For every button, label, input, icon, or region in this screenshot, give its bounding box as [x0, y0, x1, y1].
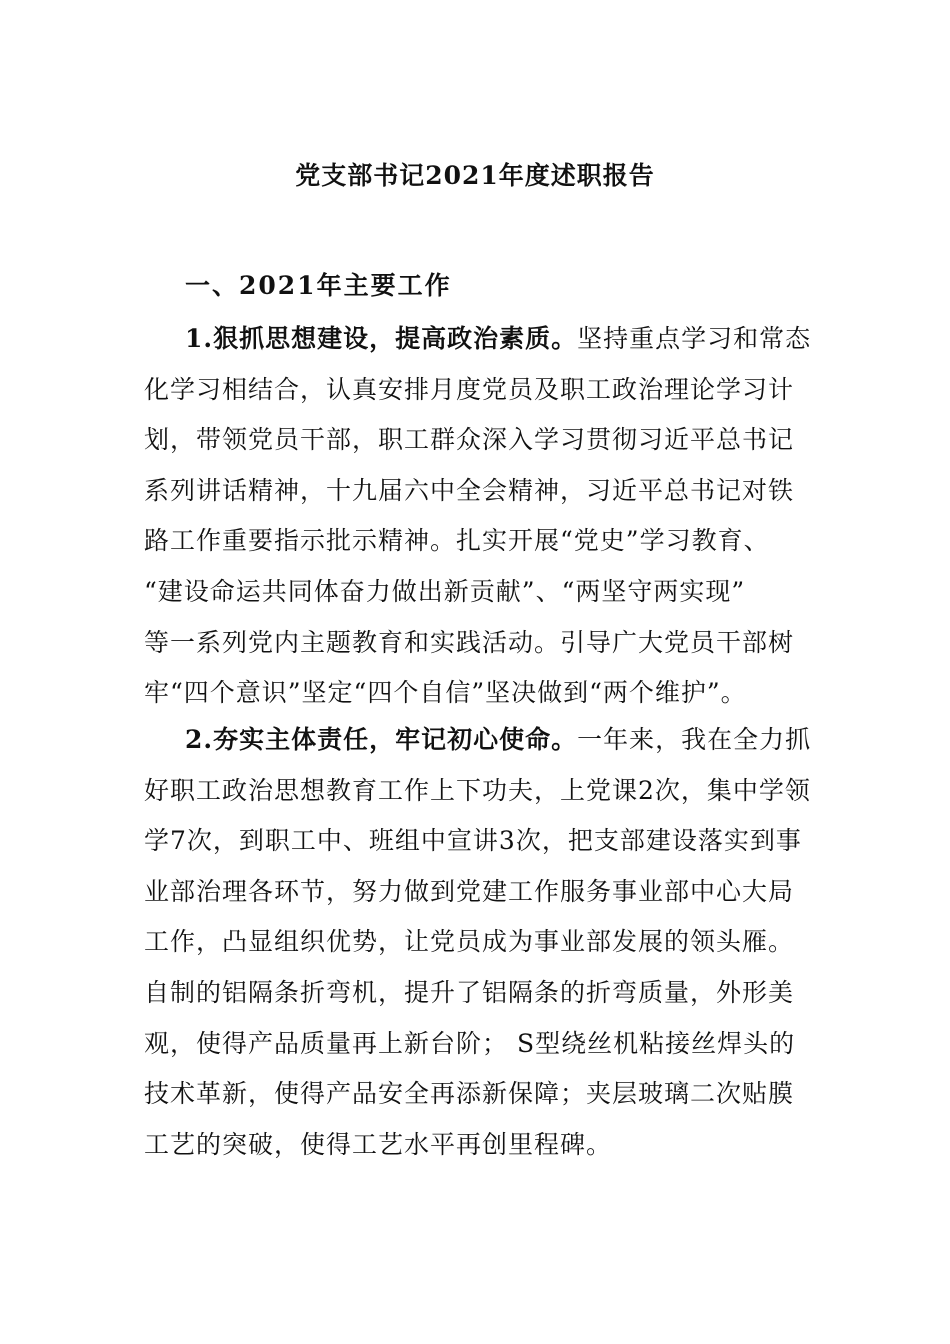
paragraph-line: 业部治理各环节，努力做到党建工作服务事业部中心大局 — [144, 876, 795, 906]
paragraph-lead: 2.夯实主体责任，牢记初心使命。 — [185, 725, 578, 754]
paragraph-line: 牢“四个意识”坚定“四个自信”坚决做到“两个维护”。 — [144, 678, 747, 708]
paragraph-line: 观，使得产品质量再上新台阶； S型绕丝机粘接丝焊头的 — [144, 1028, 796, 1058]
paragraph-line: 工作，凸显组织优势，让党员成为事业部发展的领头雁。 — [144, 927, 795, 957]
paragraph-line: 路工作重要指示批示精神。扎实开展“党史”学习教育、 — [144, 526, 770, 556]
paragraph-line: 等一系列党内主题教育和实践活动。引导广大党员干部树 — [144, 627, 795, 657]
paragraph-line — [144, 715, 812, 766]
paragraph-line: “建设命运共同体奋力做出新贡献”、“两坚守两实现” — [144, 576, 746, 606]
paragraph-line: 工艺的突破，使得工艺水平再创里程碑。 — [144, 1129, 613, 1159]
paragraph-lead: 1.狠抓思想建设，提高政治素质。 — [185, 324, 578, 353]
paragraph-text: 一年来，我在全力抓 — [577, 725, 812, 754]
paragraph-line: 自制的铝隔条折弯机，提升了铝隔条的折弯质量，外形美 — [144, 977, 795, 1007]
paragraph-line: 学7次，到职工中、班组中宣讲3次，把支部建设落实到事 — [144, 826, 802, 856]
section-heading: 一、2021年主要工作 — [185, 271, 452, 300]
paragraph-line — [144, 314, 812, 365]
paragraph-ideological-building — [144, 314, 812, 719]
paragraph-line: 系列讲话精神，十九届六中全会精神，习近平总书记对铁 — [144, 475, 795, 505]
paragraph-line: 化学习相结合，认真安排月度党员及职工政治理论学习计 — [144, 374, 795, 404]
paragraph-text: 坚持重点学习和常态 — [577, 324, 812, 353]
document-title: 党支部书记2021年度述职报告 — [295, 161, 655, 190]
paragraph-line: 划，带领党员干部，职工群众深入学习贯彻习近平总书记 — [144, 425, 795, 455]
paragraph-main-responsibility — [144, 715, 812, 1170]
paragraph-line: 技术革新，使得产品安全再添新保障；夹层玻璃二次贴膜 — [144, 1079, 795, 1109]
paragraph-line: 好职工政治思想教育工作上下功夫，上党课2次，集中学领 — [144, 775, 811, 805]
